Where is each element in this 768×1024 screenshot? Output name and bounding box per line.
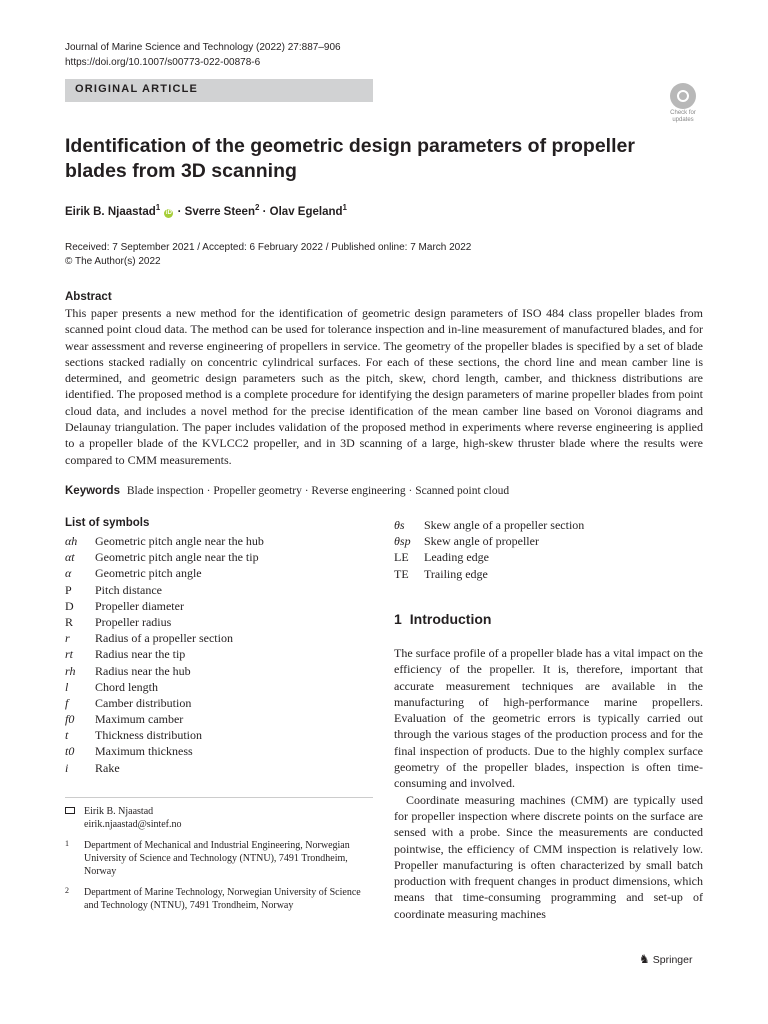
symbol: t: [65, 728, 69, 743]
symbol: TE: [394, 566, 409, 581]
symbol-desc: Geometric pitch angle: [95, 566, 202, 581]
symbol-desc: Skew angle of a propeller section: [424, 518, 585, 532]
abstract-heading: Abstract: [65, 291, 112, 303]
symbol-desc: Trailing edge: [424, 566, 488, 581]
paragraph: The surface profile of a propeller blade has a vital impact on the efficiency of the propeller. It is, therefore, important that accurate measurement techniques are available in the manufacturing of high-performance marine propellers. Evaluation of the geometric errors is typically carried out through the various stages of the production process and for the final inspection of products. Due to the highly complex surface geometry of the propeller blades, inspection is often time-consuming and involved.: [394, 646, 703, 791]
section-title: Introduction: [409, 611, 492, 627]
affiliation-mark: 2: [65, 886, 69, 895]
author-name[interactable]: Olav Egeland: [269, 205, 343, 218]
symbol-desc: Thickness distribution: [95, 728, 202, 743]
author-name[interactable]: Eirik B. Njaastad: [65, 205, 156, 218]
section-number: 1: [394, 611, 402, 627]
symbol: l: [65, 679, 69, 694]
symbol-desc: Radius near the tip: [95, 647, 186, 662]
symbol-desc: Skew angle of propeller: [424, 534, 539, 549]
symbols-heading: List of symbols: [65, 517, 150, 529]
symbol: P: [65, 582, 72, 597]
introduction-body: [394, 645, 703, 922]
author-separator: ·: [174, 205, 185, 218]
keywords-text: Blade inspection · Propeller geometry · Reverse engineering · Scanned point cloud: [126, 485, 510, 497]
symbol-desc: Geometric pitch angle near the hub: [95, 534, 264, 548]
publisher-name: Springer: [652, 954, 693, 966]
symbol-row: [394, 533, 584, 549]
footnotes: [65, 805, 365, 920]
affiliation-mark: 1: [65, 839, 69, 848]
symbol-row: [65, 549, 264, 565]
footnote-divider: [65, 797, 373, 798]
affiliation-text: Department of Marine Technology, Norwegian University of Science and Technology (NTNU), 7491 Trondheim, Norway: [84, 887, 361, 911]
copyright-line: © The Author(s) 2022: [65, 256, 161, 267]
symbol-desc: Camber distribution: [95, 695, 192, 710]
symbol: αt: [65, 550, 75, 565]
symbol-desc: Propeller diameter: [95, 598, 184, 613]
symbol-row: [65, 679, 264, 695]
symbol-row: [65, 760, 264, 776]
orcid-icon[interactable]: iD: [165, 209, 172, 216]
symbol-desc: Pitch distance: [95, 582, 162, 597]
symbol-desc: Radius near the hub: [95, 663, 191, 678]
affiliation-mark: 1: [155, 203, 161, 212]
affiliation-1: [65, 839, 365, 878]
symbol-row: [65, 533, 264, 549]
author-separator: ·: [259, 205, 270, 218]
symbol-desc: Chord length: [95, 679, 158, 694]
symbol-row: [394, 549, 584, 565]
check-updates-label: Check for updates: [670, 110, 696, 123]
symbol: f: [65, 695, 69, 710]
journal-citation: Journal of Marine Science and Technology (2022) 27:887–906: [65, 42, 341, 53]
article-type-label: ORIGINAL ARTICLE: [75, 83, 199, 95]
affiliation-2: [65, 886, 365, 912]
symbol-desc: Propeller radius: [95, 614, 172, 629]
symbol: t0: [65, 744, 75, 759]
symbol: rh: [65, 663, 76, 678]
corresponding-name: Eirik B. Njaastad: [84, 806, 154, 817]
symbol: f0: [65, 712, 75, 727]
springer-horse-icon: ♞: [639, 952, 650, 966]
symbol: D: [65, 598, 74, 613]
keywords: [65, 485, 509, 497]
affiliation-mark: 1: [342, 203, 347, 212]
publication-dates: [65, 241, 471, 269]
symbol: α: [65, 566, 72, 581]
date-line: Received: 7 September 2021 / Accepted: 6 February 2022 / Published online: 7 March 2022: [65, 242, 472, 253]
symbol-desc: Radius of a propeller section: [95, 631, 233, 646]
symbol: rt: [65, 647, 74, 662]
symbol-row: [65, 743, 264, 759]
symbol-row: [65, 727, 264, 743]
paper-title: Identification of the geometric design parameters of propeller blades from 3D scanning: [65, 135, 635, 182]
symbol-desc: Rake: [95, 760, 120, 775]
symbol-row: [65, 711, 264, 727]
symbol-row: [394, 517, 584, 533]
author-list: [65, 203, 347, 218]
symbol-row: [65, 695, 264, 711]
symbol: θs: [394, 518, 405, 532]
symbol-row: [65, 582, 264, 598]
publisher-logo: [639, 952, 692, 966]
symbol: i: [65, 760, 69, 775]
envelope-icon: [65, 807, 75, 814]
check-for-updates-badge[interactable]: [663, 83, 703, 123]
symbol-row: [394, 566, 584, 582]
corresponding-email[interactable]: eirik.njaastad@sintef.no: [84, 819, 182, 830]
corresponding-author: [65, 805, 365, 831]
symbol: R: [65, 614, 74, 629]
symbol-desc: Maximum thickness: [95, 744, 193, 759]
affiliation-text: Department of Mechanical and Industrial Engineering, Norwegian University of Science and Technology (NTNU), 7491 Trondheim, Norway: [84, 840, 350, 877]
doi-link[interactable]: https://doi.org/10.1007/s00773-022-00878-6: [65, 57, 261, 68]
symbol-row: [65, 646, 264, 662]
symbols-list-left: [65, 533, 264, 776]
symbol-row: [65, 663, 264, 679]
author-name[interactable]: Sverre Steen: [184, 205, 255, 218]
symbol-desc: Leading edge: [424, 550, 489, 565]
section-heading-introduction: [394, 611, 491, 627]
symbol: θsp: [394, 534, 411, 549]
keywords-label: Keywords: [65, 485, 120, 497]
abstract-text: This paper presents a new method for the identification of geometric design parameters of ISO 484 class propeller blades from scanned point cloud data. The method can be used for tolerance inspection and in-line measurement of manufactured blades, and for wear assessment and reverse engineering of propellers in service. The geometry of the propeller blades is specified by a set of blade sections stacked radially on concentric cylindrical surfaces. For each of these sections, the chord line and mean camber line is determined, and geometric design parameters such as the pitch, skew, chord length, camber, and thickness distributions are identified. The proposed method is a complete procedure for identifying the design parameters of marine propeller blades from point cloud data, and includes a novel method for the precise identification of the mean camber line based on Voronoi diagrams and Delaunay triangulation. The paper includes validation of the proposed method in experiments where reverse engineering is applied to a propeller blade of the KVLCC2 propeller, and in 3D scanning of a large, high-skew thruster blade where the results were compared to CMM measurements.: [65, 306, 703, 467]
symbol-desc: Maximum camber: [95, 712, 184, 727]
symbol-row: [65, 630, 264, 646]
article-type-banner: [65, 79, 373, 102]
symbol-row: [65, 565, 264, 581]
journal-header: [65, 40, 341, 70]
symbol: LE: [394, 550, 409, 565]
symbol: r: [65, 631, 70, 646]
symbol: αh: [65, 534, 78, 548]
symbol-row: [65, 598, 264, 614]
paragraph: Coordinate measuring machines (CMM) are typically used for propeller inspection where discrete points on the surface are sensed with a probe. Since the measurements are conducted pointwise, the efficiency of CMM inspection is relatively low. Propeller manufacturing is often characterized by small batch production with frequent changes in product dimensions, which means that time-consuming programming and set-up of coordinate measuring machines: [394, 792, 703, 921]
affiliation-mark: 2: [254, 203, 260, 212]
symbol-row: [65, 614, 264, 630]
symbol-desc: Geometric pitch angle near the tip: [95, 550, 259, 565]
symbols-list-right: [394, 517, 584, 582]
check-updates-icon: [670, 83, 696, 109]
